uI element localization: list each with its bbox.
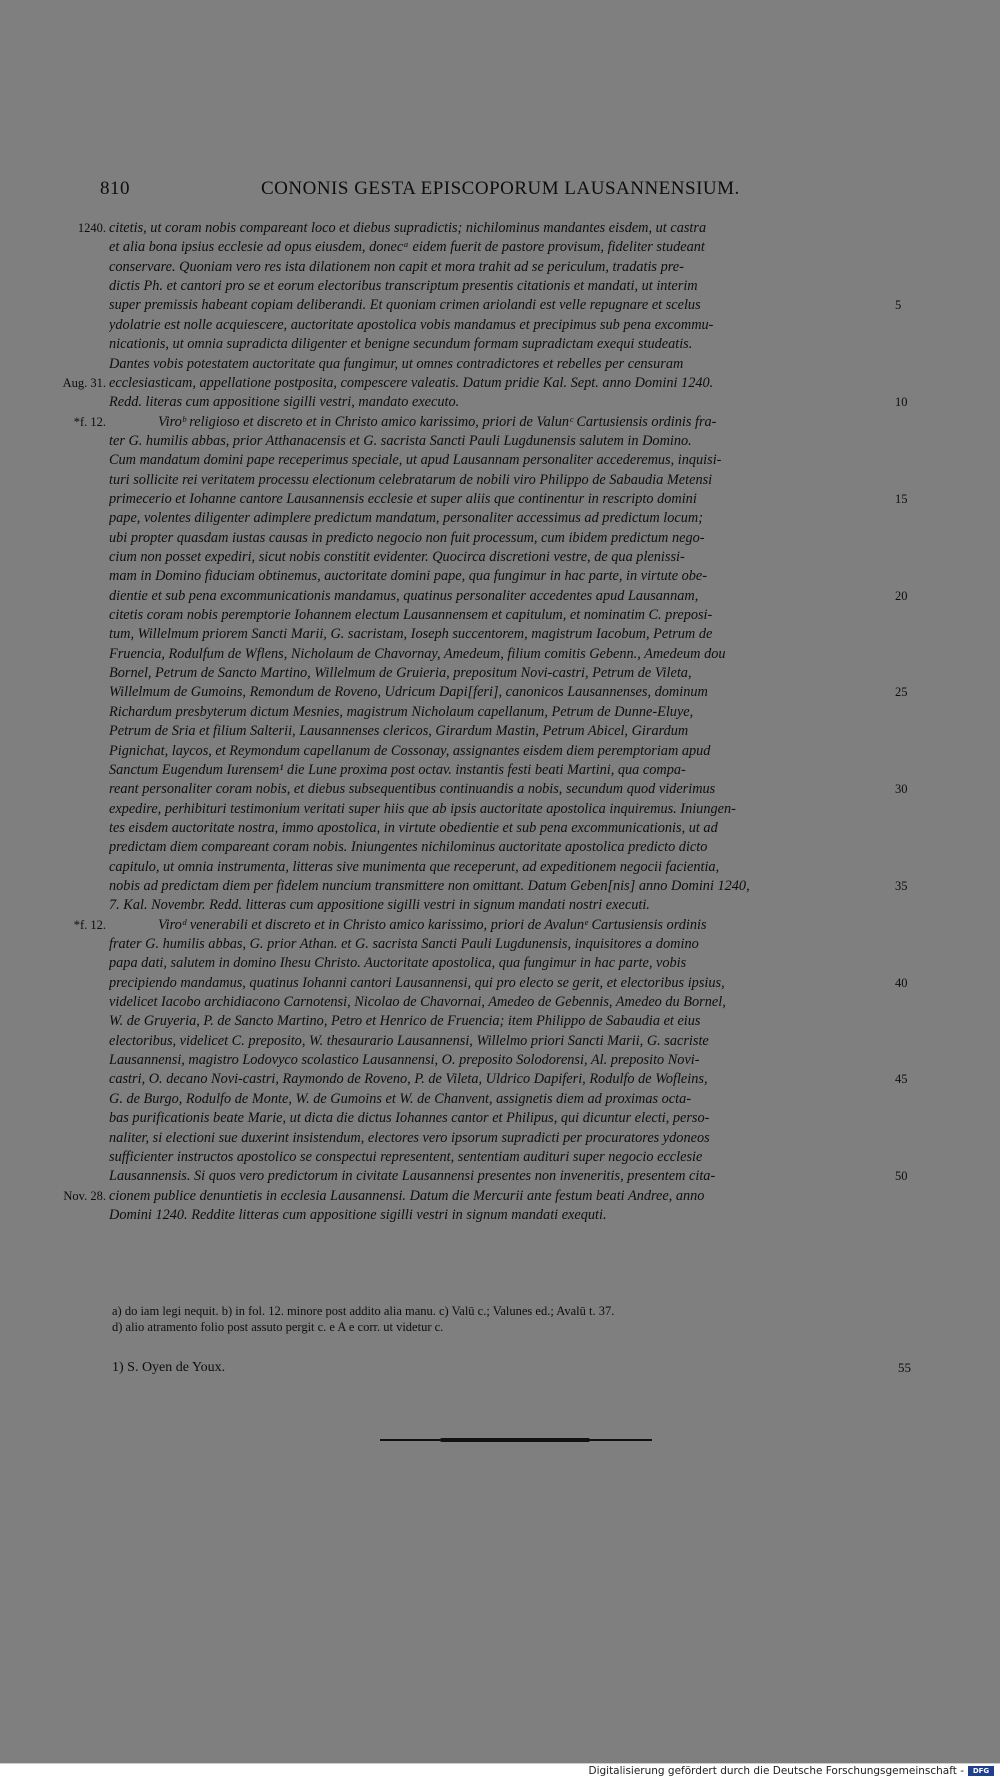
text-line — [0, 277, 1000, 296]
line-text: citetis, ut coram nobis compareant loco et diebus supradictis; nichilominus mandantes eisdem, ut castra — [109, 220, 707, 236]
text-line — [0, 819, 1000, 838]
margin-note-left: Aug. 31. — [62, 375, 106, 390]
line-text: citetis coram nobis peremptorie Iohannem electum Lausannensem et capitulum, et nominatim C. preposi- — [109, 607, 713, 623]
text-line — [0, 1090, 1000, 1109]
line-text: Fruencia, Rodulfum de Wflens, Nicholaum de Chavornay, Amedeum, filium comitis Gebenn., Amedeum dou — [109, 645, 726, 662]
text-line — [0, 703, 1000, 722]
text-line — [0, 896, 1000, 915]
page-number: 810 — [100, 178, 130, 199]
text-line — [0, 238, 1000, 257]
line-text: castri, O. decano Novi-castri, Raymondo de Roveno, P. de Vileta, Uldrico Dapiferi, Rodulfo de Wofleins, — [109, 1071, 708, 1088]
text-line — [0, 258, 1000, 277]
text-line — [0, 954, 1000, 973]
running-title: CONONIS GESTA EPISCOPORUM LAUSANNENSIUM. — [261, 178, 740, 199]
line-number: 35 — [895, 878, 908, 893]
line-text: videlicet Iacobo archidiacono Carnotensi, Nicolao de Chavornai, Amedeo de Gebennis, Amedeo du Bornel, — [109, 994, 726, 1010]
line-number: 5 — [895, 298, 902, 313]
text-line — [0, 548, 1000, 567]
line-text: conservare. Quoniam vero res ista dilationem non capit et mora trahit ad se periculum, tradatis pre- — [109, 258, 684, 275]
line-text: electoribus, videlicet C. preposito, W. thesaurario Lausannensi, Willelmo priori Sancti Marii, G. sacriste — [109, 1032, 709, 1049]
line-number: 50 — [895, 1169, 908, 1184]
text-line — [0, 625, 1000, 644]
line-text: 7. Kal. Novembr. Redd. litteras cum appositione sigilli vestri in signum mandati nostri executi. — [109, 897, 650, 914]
line-text: G. de Burgo, Rodulfo de Monte, W. de Gumoins et W. de Chanvent, assignetis diem ad proximas octa- — [109, 1090, 691, 1107]
text-line — [0, 1187, 1000, 1206]
line-text: expedire, perhibituri testimonium veritati super hiis que ab ipsis auctoritate apostolica inquiremus. Iniungen- — [109, 800, 736, 817]
text-line — [0, 1051, 1000, 1070]
text-line — [0, 529, 1000, 548]
text-line — [0, 1148, 1000, 1167]
line-text: tes eisdem auctoritate nostra, immo apostolica, in virtute obedientie et sub pena excommunicationis, ut ad — [109, 819, 718, 836]
footnote-reference: 1) S. Oyen de Youx. — [112, 1360, 226, 1375]
text-line — [0, 877, 1000, 896]
text-line — [0, 1206, 1000, 1225]
text-line — [0, 683, 1000, 702]
line-text: Pignichat, laycos, et Reymondum capellanum de Cossonay, assignantes eisdem diem peremptoriam apud — [109, 742, 711, 759]
text-line — [0, 471, 1000, 490]
text-line — [0, 587, 1000, 606]
line-number: 30 — [895, 782, 908, 797]
line-number: 40 — [895, 975, 908, 990]
line-text: tum, Willelmum priorem Sancti Marii, G. sacristam, Ioseph succentorem, magistrum Iacobum, Petrum de — [109, 626, 713, 643]
line-text: super premissis habeant copiam deliberandi. Et quoniam crimen ariolandi est velle repugnare et scelus — [109, 297, 701, 314]
line-text: Richardum presbyterum dictum Mesnies, magistrum Nicholaum capellanum, Petrum de Dunne-Eluye, — [109, 703, 694, 720]
line-text: Domini 1240. Reddite litteras cum appositione sigilli vestri in signum mandati exequti. — [109, 1206, 607, 1223]
text-line — [0, 606, 1000, 625]
text-line — [0, 451, 1000, 470]
text-line — [0, 1012, 1000, 1031]
line-number: 10 — [895, 395, 908, 410]
line-text: ydolatrie est nolle acquiescere, auctoritate apostolica vobis mandamus et precipimus sub pena excommu- — [109, 316, 714, 333]
funding-note: Digitalisierung gefördert durch die Deutsche Forschungsgemeinschaft - — [588, 1765, 964, 1777]
line-text: frater G. humilis abbas, G. prior Athan. et G. sacrista Sancti Pauli Lugdunensis, inquisitores a domino — [109, 936, 699, 952]
line-text: Viroᵈ venerabili et discreto et in Christo amico karissimo, priori de Avalunᵉ Cartusiensis ordinis — [158, 916, 707, 933]
margin-note-left: *f. 12. — [73, 917, 106, 932]
text-line — [0, 761, 1000, 780]
text-line — [0, 1070, 1000, 1089]
line-text: pape, volentes diligenter adimplere predictum mandatum, personaliter accessimus ad predictum locum; — [109, 510, 704, 527]
line-text: Bornel, Petrum de Sancto Martino, Willelmum de Gruieria, prepositum Novi-castri, Petrum de Vileta, — [109, 665, 692, 682]
dfg-logo: DFG — [968, 1766, 994, 1776]
ornamental-rule — [380, 1439, 652, 1441]
text-line — [0, 993, 1000, 1012]
line-text: bas purificationis beate Marie, ut dicta die dictus Iohannes cantor et Philipus, qui dicuntur electi, perso- — [109, 1110, 710, 1127]
text-line — [0, 413, 1000, 432]
text-line — [0, 916, 1000, 935]
text-line — [0, 838, 1000, 857]
line-text: ubi propter quasdam iustas causas in predicto negocio non fuit processum, cum ibidem predictum nego- — [109, 529, 705, 546]
line-number: 20 — [895, 588, 908, 603]
text-line — [0, 742, 1000, 761]
line-text: Cum mandatum domini pape receperimus speciale, ut apud Lausannam personaliter accederemus, inquisi- — [109, 452, 722, 469]
text-line — [0, 219, 1000, 238]
line-text: dictis Ph. et cantori pro se et eorum electoribus transcriptum presentis citationis et mandati, ut interim — [109, 278, 698, 295]
text-line — [0, 490, 1000, 509]
line-number: 45 — [895, 1072, 908, 1087]
line-number: 25 — [895, 685, 908, 700]
line-text: ecclesiasticam, appellatione postposita, compescere valeatis. Datum pridie Kal. Sept. anno Domini 1240. — [109, 374, 714, 391]
line-text: et alia bona ipsius ecclesie ad opus eiusdem, donecᵃ eidem fuerit de pastore provisum, fideliter studeant — [109, 239, 705, 256]
line-text: cium non posset expediri, sicut nobis constitit evidenter. Quocirca discretioni vestre, de qua plenissi- — [109, 549, 685, 565]
line-text: capitulo, ut omnia instrumenta, litteras sive munimenta que receperunt, ad expeditionem negocii facientia, — [109, 858, 720, 875]
text-line — [0, 1109, 1000, 1128]
text-line — [0, 316, 1000, 335]
text-line — [0, 393, 1000, 412]
line-text: mam in Domino fiduciam obtinemus, auctoritate domini pape, qua fungimur in hac parte, in virtute obe- — [109, 568, 708, 585]
text-line — [0, 800, 1000, 819]
line-text: nobis ad predictam diem per fidelem nuncium transmittere non omittant. Datum Geben[nis] anno Domini 1240, — [109, 877, 750, 894]
margin-note-left: Nov. 28. — [63, 1188, 106, 1203]
line-text: Willelmum de Gumoins, Remondum de Roveno, Udricum Dapi[feri], canonicos Lausannenses, dominum — [109, 684, 708, 701]
digitization-footer — [0, 1763, 1000, 1778]
text-line — [0, 432, 1000, 451]
line-text: Redd. literas cum appositione sigilli vestri, mandato executo. — [109, 394, 460, 411]
line-number: 15 — [895, 491, 908, 506]
line-text: sufficienter instructos apostolico se conspectui representent, sententiam audituri super negocio ecclesie — [109, 1148, 703, 1165]
margin-note-left: *f. 12. — [73, 414, 106, 429]
line-text: Dantes vobis potestatem auctoritate qua fungimur, ut omnes contradictores et rebelles per censuram — [109, 355, 684, 372]
line-text: cionem publice denuntietis in ecclesia Lausannensi. Datum die Mercurii ante festum beati Andree, anno — [109, 1187, 705, 1204]
text-line — [0, 645, 1000, 664]
line-text: Lausannensis. Si quos vero predictorum in civitate Lausannensi presentes non inveneritis, presentem cita- — [109, 1168, 716, 1185]
text-line — [0, 1129, 1000, 1148]
line-text: precipiendo mandamus, quatinus Iohanni cantori Lausannensi, qui pro electo se gerit, et electoribus ipsius, — [109, 974, 725, 991]
footnote-line: a) do iam legi nequit. b) in fol. 12. minore post addito alia manu. c) Valū c.; Valunes ed.; Avalū t. 37. — [112, 1304, 615, 1318]
line-text: naliter, si electioni sue duxerint insistendum, electores vero ipsorum supradicti per procuratores ydoneos — [109, 1129, 710, 1146]
line-text: Lausannensi, magistro Lodovyco scolastico Lausannensi, O. preposito Solodorensi, Al. preposito Novi- — [109, 1052, 700, 1069]
line-text: reant personaliter coram nobis, et diebus subsequentibus continuandis a nobis, secundum quod viderimus — [109, 781, 716, 798]
text-line — [0, 1032, 1000, 1051]
text-line — [0, 974, 1000, 993]
text-line — [0, 858, 1000, 877]
line-text: dientie et sub pena excommunicationis mandamus, quatinus personaliter accedentes apud Lausannam, — [109, 587, 699, 604]
line-text: Petrum de Sria et filium Salterii, Lausannenses clericos, Girardum Mastin, Petrum Abicel, Girardum — [109, 723, 689, 740]
text-line — [0, 935, 1000, 954]
line-text: ter G. humilis abbas, prior Atthanacensis et G. sacrista Sancti Pauli Lugdunensis salutem in Domino. — [109, 432, 692, 449]
text-line — [0, 567, 1000, 586]
text-line — [0, 509, 1000, 528]
line-text: Viroᵇ religioso et discreto et in Christo amico karissimo, priori de Valunᶜ Cartusiensis ordinis fra- — [158, 413, 717, 430]
margin-note-left: 1240. — [77, 221, 106, 235]
line-text: W. de Gruyeria, P. de Sancto Martino, Petro et Henrico de Fruencia; item Philippo de Sabaudia et eius — [109, 1013, 701, 1030]
line-text: nicationis, ut omnia supradicta diligenter et benigne secundum formam supradictam exequi studeatis. — [109, 336, 693, 353]
line-text: primecerio et Iohanne cantore Lausannensis ecclesie et super aliis que continentur in rescripto domini — [109, 490, 697, 507]
footnote-line: d) alio atramento folio post assuto pergit c. e A e corr. ut videtur c. — [112, 1320, 444, 1334]
line-text: Sanctum Eugendum Iurensem¹ die Lune proxima post octav. instantis festi beati Martini, qua compa- — [109, 761, 686, 778]
text-line — [0, 664, 1000, 683]
text-line — [0, 355, 1000, 374]
line-text: turi sollicite rei veritatem processu electionum celebratarum de nobili viro Philippo de Sabaudia Metensi — [109, 471, 713, 488]
line-text: papa dati, salutem in domino Ihesu Christo. Auctoritate apostolica, qua fungimur in hac parte, vobis — [109, 955, 687, 972]
text-line — [0, 1167, 1000, 1186]
text-line — [0, 780, 1000, 799]
line-text: predictam diem compareant coram nobis. Iniungentes nichilominus auctoritate apostolica predicto dicto — [109, 839, 708, 856]
line-number: 55 — [898, 1360, 911, 1375]
text-line — [0, 374, 1000, 393]
text-line — [0, 296, 1000, 315]
text-line — [0, 335, 1000, 354]
text-line — [0, 722, 1000, 741]
